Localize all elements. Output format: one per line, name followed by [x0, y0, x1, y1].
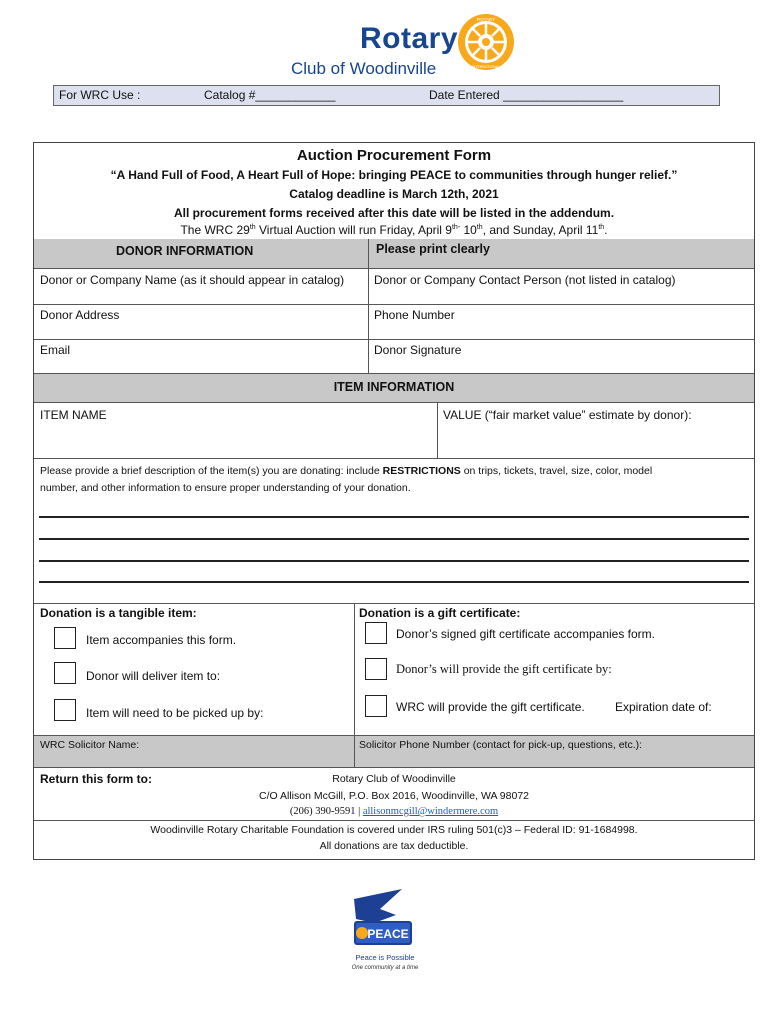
donor-address-field[interactable]: Donor Address [40, 308, 120, 322]
donor-deliver-label: Donor will deliver item to: [86, 669, 221, 683]
item-info-title: ITEM INFORMATION [333, 380, 455, 394]
peace-rotary-wheel-icon [356, 927, 368, 939]
pick-up-label: Item will need to be picked up by: [86, 706, 264, 720]
return-address: C/O Allison McGill, P.O. Box 2016, Woodinville, WA 98072 [258, 790, 530, 802]
peace-tagline: Peace is Possible [355, 953, 415, 962]
catalog-number-field[interactable]: Catalog #____________ [204, 88, 336, 102]
date-entered-field[interactable]: Date Entered __________________ [429, 88, 624, 102]
rotary-wheel-logo [456, 12, 516, 72]
signed-certificate-label: Donor’s signed gift certificate accompanies form. [396, 627, 656, 641]
wrc-provide-certificate-label: WRC will provide the gift certificate. [396, 700, 585, 714]
return-org: Rotary Club of Woodinville [332, 773, 456, 785]
rotary-logo-text: Rotary [360, 22, 459, 55]
expiration-date-field[interactable]: Expiration date of: [615, 700, 712, 714]
donor-provide-certificate-checkbox[interactable] [365, 658, 387, 680]
value-field[interactable]: VALUE (“fair market value” estimate by donor): [443, 408, 692, 422]
peace-word: PEACE [367, 927, 409, 941]
form-title: Auction Procurement Form [296, 147, 492, 164]
donor-deliver-checkbox[interactable] [54, 662, 76, 684]
tangible-title: Donation is a tangible item: [40, 606, 197, 620]
return-form-label: Return this form to: [40, 772, 152, 786]
peace-subtagline: One community at a time [351, 965, 419, 971]
donor-info-title: DONOR INFORMATION [116, 244, 254, 258]
print-clearly-note: Please print clearly [376, 242, 490, 256]
description-instructions-line2: number, and other information to ensure proper understanding of your donation. [40, 482, 411, 494]
wrc-use-bar [53, 85, 720, 106]
pick-up-checkbox[interactable] [54, 699, 76, 721]
solicitor-phone-field[interactable]: Solicitor Phone Number (contact for pick-up, questions, etc.): [359, 739, 643, 751]
gift-certificate-title: Donation is a gift certificate: [359, 606, 521, 620]
procurement-form [33, 142, 755, 860]
email-field[interactable]: Email [40, 343, 71, 357]
tax-deductible-note: All donations are tax deductible. [319, 840, 469, 852]
for-wrc-use-label: For WRC Use : [59, 88, 141, 102]
donor-signature-field[interactable]: Donor Signature [374, 343, 462, 357]
wheel-bottom-text: INTERNATIONAL [471, 65, 501, 69]
tax-ruling: Woodinville Rotary Charitable Foundation is covered under IRS ruling 501(c)3 – Federal ID: 91-1684998. [150, 824, 638, 836]
item-accompanies-checkbox[interactable] [54, 627, 76, 649]
item-accompanies-label: Item accompanies this form. [86, 633, 237, 647]
signed-certificate-checkbox[interactable] [365, 622, 387, 644]
return-email-link[interactable]: allisonmcgill@windermere.com [362, 806, 499, 817]
auction-dates: The WRC 29th Virtual Auction will run Friday, April $9^{th-}$ 10th, and Sunday, April 11th. [180, 223, 608, 237]
description-line-2[interactable] [39, 538, 749, 540]
description-line-4[interactable] [39, 581, 749, 583]
description-line-3[interactable] [39, 560, 749, 562]
description-instructions: Please provide a brief description of the item(s) you are donating: include RESTRICTIONS on trips, tickets, travel, size, color, model [40, 465, 653, 477]
solicitor-name-field[interactable]: WRC Solicitor Name: [40, 739, 140, 751]
addendum-notice: All procurement forms received after this date will be listed in the addendum. [173, 206, 615, 220]
company-name-field[interactable]: Donor or Company Name (as it should appear in catalog) [40, 273, 345, 287]
donor-provide-certificate-label: Donor’s will provide the gift certificate by: [396, 662, 612, 676]
club-name: Club of Woodinville [291, 59, 437, 78]
peace-logo [340, 885, 430, 975]
catalog-deadline: Catalog deadline is March 12th, 2021 [289, 187, 499, 201]
contact-person-field[interactable]: Donor or Company Contact Person (not listed in catalog) [374, 273, 676, 287]
wrc-provide-certificate-checkbox[interactable] [365, 695, 387, 717]
return-contact: (206) 390-9591 | allisonmcgill@windermere.com [289, 806, 499, 817]
description-line-1[interactable] [39, 516, 749, 518]
phone-number-field[interactable]: Phone Number [374, 308, 455, 322]
wheel-top-text: ROTARY [476, 17, 496, 22]
form-tagline: “A Hand Full of Food, A Heart Full of Hope: bringing PEACE to communities through hunger relief.” [110, 168, 678, 182]
item-name-field[interactable]: ITEM NAME [40, 408, 107, 422]
